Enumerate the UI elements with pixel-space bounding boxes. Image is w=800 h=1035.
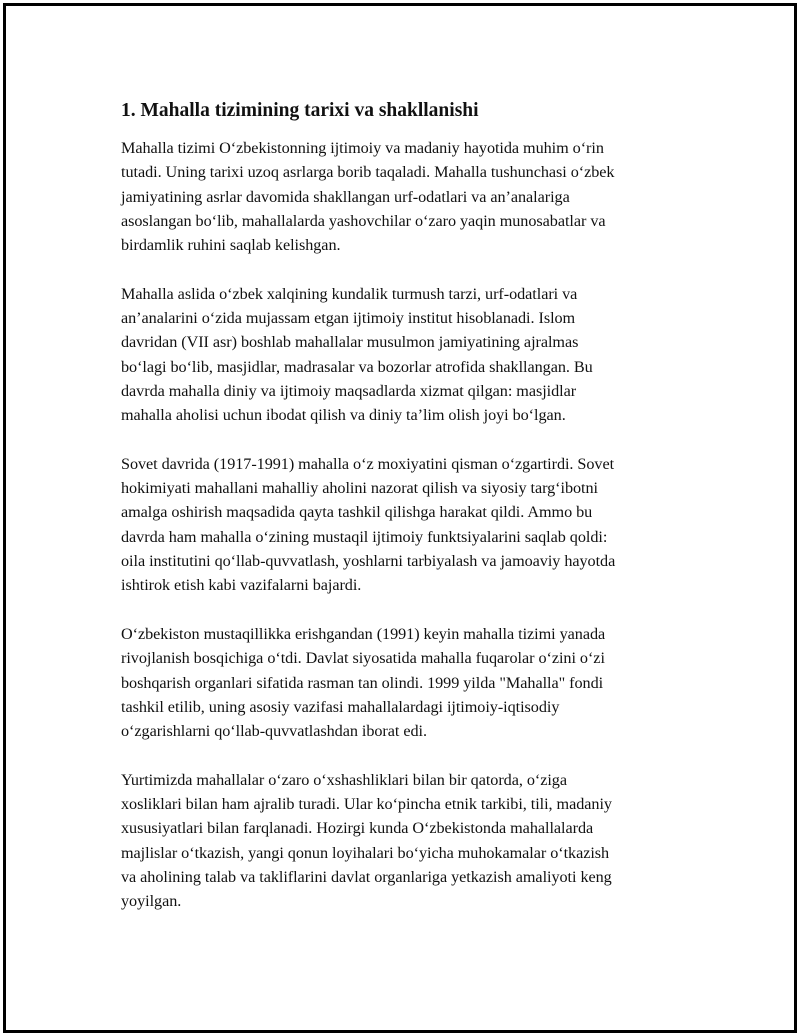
text-line: birdamlik ruhini saqlab kelishgan. xyxy=(121,236,341,255)
text-line: majlislar o‘tkazish, yangi qonun loyihalari bo‘yicha muhokamalar o‘tkazish xyxy=(121,843,610,862)
text-line: xususiyatlari bilan farqlanadi. Hozirgi kunda O‘zbekistonda mahallalarda xyxy=(121,819,594,838)
text-line: bo‘lagi bo‘lib, masjidlar, madrasalar va bozorlar atrofida shakllangan. Bu xyxy=(121,357,593,376)
section-heading: 1. Mahalla tizimining tarixi va shakllanishi xyxy=(121,100,479,121)
text-line: tutadi. Uning tarixi uzoq asrlarga borib taqaladi. Mahalla tushunchasi o‘zbek xyxy=(121,163,615,182)
paragraph-4 xyxy=(121,622,696,743)
text-line: davridan (VII asr) boshlab mahallalar musulmon jamiyatining ajralmas xyxy=(121,333,579,352)
text-line: o‘zgarishlarni qo‘llab-quvvatlashdan iborat edi. xyxy=(121,722,427,741)
paragraph-1 xyxy=(121,136,696,257)
text-line: Mahalla aslida o‘zbek xalqining kundalik turmush tarzi, urf-odatlari va xyxy=(121,284,578,303)
text-line: rivojlanish bosqichiga o‘tdi. Davlat siyosatida mahalla fuqarolar o‘zini o‘zi xyxy=(121,649,605,668)
text-line: tashkil etilib, uning asosiy vazifasi mahallalardagi ijtimoiy-iqtisodiy xyxy=(121,697,560,716)
paragraph-2 xyxy=(121,282,696,428)
text-line: Yurtimizda mahallalar o‘zaro o‘xshashliklari bilan bir qatorda, o‘ziga xyxy=(121,770,567,789)
text-line: ishtirok etish kabi vazifalarni bajardi. xyxy=(121,576,362,595)
text-line: xosliklari bilan ham ajralib turadi. Ular ko‘pincha etnik tarkibi, tili, madaniy xyxy=(121,795,612,814)
text-line: O‘zbekiston mustaqillikka erishgandan (1991) keyin mahalla tizimi yanada xyxy=(121,624,606,643)
paragraph-3 xyxy=(121,452,696,598)
text-line: an’analarini o‘zida mujassam etgan ijtimoiy institut hisoblanadi. Islom xyxy=(121,309,576,328)
document-body xyxy=(121,98,696,938)
text-line: davrda mahalla diniy va ijtimoiy maqsadlarda xizmat qilgan: masjidlar xyxy=(121,381,577,400)
text-line: Mahalla tizimi O‘zbekistonning ijtimoiy va madaniy hayotida muhim o‘rin xyxy=(121,139,604,157)
text-line: davrda ham mahalla o‘zining mustaqil ijtimoiy funktsiyalarini saqlab qoldi: xyxy=(121,527,608,546)
text-line: boshqarish organlari sifatida rasman tan olindi. 1999 yilda "Mahalla" fondi xyxy=(121,673,604,692)
text-line: oila institutini qo‘llab-quvvatlash, yoshlarni tarbiyalash va jamoaviy hayotda xyxy=(121,552,616,571)
text-line: yoyilgan. xyxy=(121,892,182,911)
text-line: mahalla aholisi uchun ibodat qilish va diniy ta’lim olish joyi bo‘lgan. xyxy=(121,406,566,425)
text-line: hokimiyati mahallani mahalliy aholini nazorat qilish va siyosiy targ‘ibotni xyxy=(121,479,598,498)
text-line: Sovet davrida (1917-1991) mahalla o‘z moxiyatini qisman o‘zgartirdi. Sovet xyxy=(121,454,615,473)
paragraph-5 xyxy=(121,768,696,914)
page-frame xyxy=(3,3,797,1033)
text-line: amalga oshirish maqsadida qayta tashkil qilishga harakat qildi. Ammo bu xyxy=(121,503,593,522)
text-line: asoslangan bo‘lib, mahallalarda yashovchilar o‘zaro yaqin munosabatlar va xyxy=(121,211,606,230)
text-line: va aholining talab va takliflarini davlat organlariga yetkazish amaliyoti keng xyxy=(121,867,612,886)
text-line: jamiyatining asrlar davomida shakllangan urf-odatlari va an’analariga xyxy=(121,187,570,206)
